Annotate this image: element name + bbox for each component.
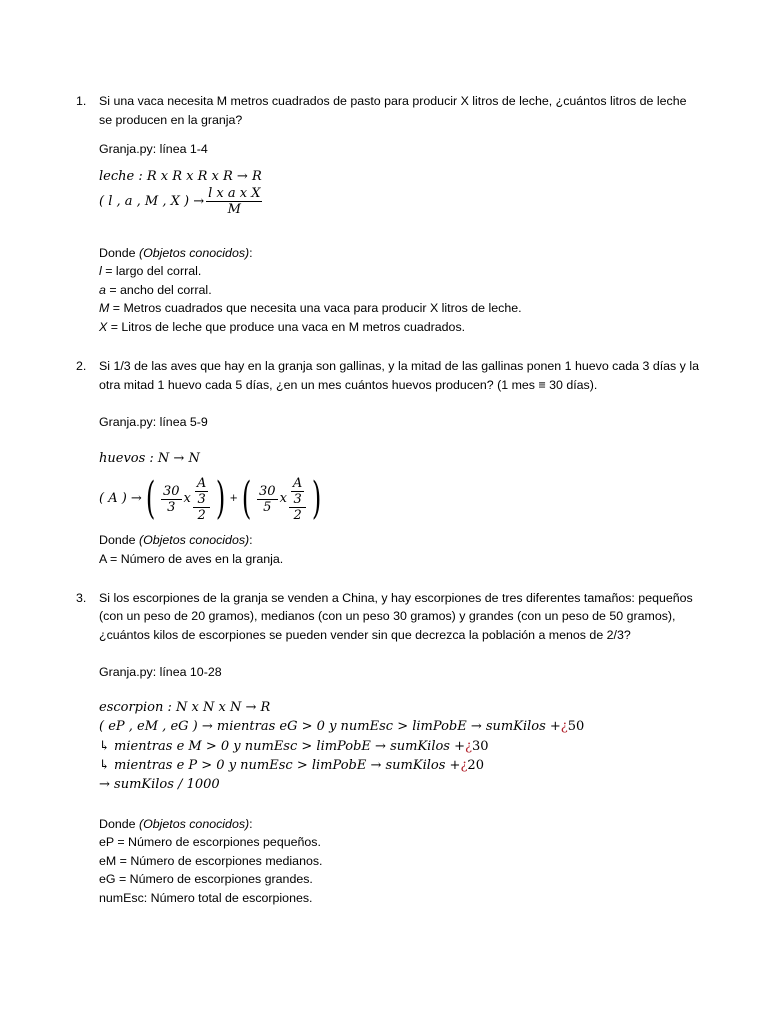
fraction-denominator: 3 xyxy=(167,499,176,515)
nested-fraction xyxy=(289,476,306,508)
colon: : xyxy=(249,817,253,831)
known-objects-label: (Objetos conocidos) xyxy=(138,246,250,260)
nested-fraction xyxy=(193,476,210,508)
left-paren: ( xyxy=(145,473,156,524)
colon: : xyxy=(249,533,253,547)
question-1-signature: leche : R x R x R x R → R xyxy=(99,169,262,184)
definition-ep: eP = Número de escorpiones pequeños. xyxy=(99,835,321,849)
fraction-30-3 xyxy=(161,484,182,515)
formula-text: ↳ mientras e M > 0 y numEsc > limPobE → sumKilos + xyxy=(99,739,465,754)
question-1-reference: Granja.py: línea 1-4 xyxy=(99,142,208,156)
definition-eg: eG = Número de escorpiones grandes. xyxy=(99,872,313,886)
question-3-reference: Granja.py: línea 10-28 xyxy=(99,665,222,679)
fraction-denominator: 2 xyxy=(293,507,302,523)
inverted-question-glyph: ¿ xyxy=(465,739,472,754)
fraction-denominator: 3 xyxy=(293,491,302,507)
fraction-numerator: 30 xyxy=(163,483,180,499)
fraction-30-5 xyxy=(257,484,278,515)
question-1-text-line-2: se producen en la granja? xyxy=(99,113,243,127)
formula-number: 20 xyxy=(467,758,484,773)
question-3-formula-line-3 xyxy=(99,757,484,775)
right-paren: ) xyxy=(312,473,322,524)
formula-text: ↳ mientras e P > 0 y numEsc > limPobE → sumKilos + xyxy=(99,758,461,773)
question-2-reference: Granja.py: línea 5-9 xyxy=(99,415,208,429)
question-3-formula-line-1 xyxy=(99,718,584,736)
question-3-donde xyxy=(99,815,253,833)
definition-numesc: numEsc: Número total de escorpiones. xyxy=(99,891,313,905)
question-1-formula-args: ( l , a , M , X ) → xyxy=(99,193,205,209)
question-1-donde xyxy=(99,244,253,262)
question-2-formula-args: ( A ) → xyxy=(99,491,142,506)
fraction-a-3-2 xyxy=(193,476,210,523)
question-3-signature: escorpion : N x N x N → R xyxy=(99,700,271,715)
donde-label: Donde xyxy=(99,246,136,260)
definition-m xyxy=(99,299,522,317)
definition-var: X xyxy=(99,320,108,334)
question-3-number: 3. xyxy=(76,591,87,605)
known-objects-label: (Objetos conocidos) xyxy=(138,533,250,547)
question-1-formula xyxy=(99,186,264,217)
question-2-donde xyxy=(99,531,253,549)
definition-text: = ancho del corral. xyxy=(105,283,212,297)
question-3-text-line-2: (con un peso de 20 gramos), medianos (con un peso 30 gramos) y grandes (con un peso de 50 gramos), xyxy=(99,609,676,623)
fraction-a-3-2 xyxy=(289,476,306,523)
formula-text: ( eP , eM , eG ) → mientras eG > 0 y numEsc > limPobE → sumKilos + xyxy=(99,719,561,734)
left-paren: ( xyxy=(241,473,252,524)
definition-l xyxy=(99,262,201,280)
question-2-text-line-2: otra mitad 1 huevo cada 5 días, ¿en un mes cuántos huevos producen? (1 mes ≡ 30 días). xyxy=(99,378,598,392)
formula-number: 50 xyxy=(567,719,585,734)
question-3-formula-line-4: → sumKilos / 1000 xyxy=(99,777,220,792)
question-2-formula xyxy=(99,468,325,530)
question-2-signature: huevos : N → N xyxy=(99,451,200,466)
times-sign: x xyxy=(183,491,191,506)
fraction-numerator: A xyxy=(292,475,303,491)
formula-number: 30 xyxy=(471,739,489,754)
question-1-text-line-1: Si una vaca necesita M metros cuadrados de pasto para producir X litros de leche, ¿cuántos litros de leche xyxy=(99,94,687,108)
fraction-numerator: 30 xyxy=(259,483,276,499)
right-paren: ) xyxy=(216,473,226,524)
definition-a xyxy=(99,281,212,299)
definition-var: l xyxy=(99,264,102,278)
known-objects-label: (Objetos conocidos) xyxy=(138,817,250,831)
inverted-question-glyph: ¿ xyxy=(560,719,568,734)
definition-text: = largo del corral. xyxy=(101,264,202,278)
definition-text: = Metros cuadrados que necesita una vaca para producir X litros de leche. xyxy=(109,301,522,315)
fraction-a-3 xyxy=(195,476,208,507)
fraction-denominator: 3 xyxy=(197,491,206,507)
definition-var: M xyxy=(99,301,110,315)
definition-x xyxy=(99,318,465,336)
fraction-denominator: 5 xyxy=(263,499,272,515)
question-1-fraction xyxy=(206,186,262,217)
definition-a-aves: A = Número de aves en la granja. xyxy=(99,552,284,566)
question-2-number: 2. xyxy=(76,359,87,373)
definition-em: eM = Número de escorpiones medianos. xyxy=(99,854,323,868)
fraction-numerator: A xyxy=(196,475,207,491)
times-sign: x xyxy=(279,491,287,506)
question-1-number: 1. xyxy=(76,94,87,108)
fraction-denominator: 2 xyxy=(197,507,206,523)
definition-var: a xyxy=(99,283,106,297)
plus-sign: + xyxy=(229,493,238,504)
question-3-formula-line-2 xyxy=(99,738,489,756)
question-3-text-line-1: Si los escorpiones de la granja se venden a China, y hay escorpiones de tres diferentes tamaños: pequeños xyxy=(99,591,693,605)
donde-label: Donde xyxy=(99,533,136,547)
question-3-text-line-3: ¿cuántos kilos de escorpiones se pueden vender sin que decrezca la población a menos de 2/3? xyxy=(99,628,631,642)
fraction-a-3 xyxy=(291,476,304,507)
inverted-question-glyph: ¿ xyxy=(460,758,468,773)
donde-label: Donde xyxy=(99,817,136,831)
question-1-fraction-numerator: l x a x X xyxy=(208,186,261,201)
question-1-fraction-denominator: M xyxy=(227,202,241,217)
question-2-text-line-1: Si 1/3 de las aves que hay en la granja son gallinas, y la mitad de las gallinas ponen 1 huevo cada 3 días y la xyxy=(99,359,699,373)
colon: : xyxy=(249,246,253,260)
definition-text: = Litros de leche que produce una vaca en M metros cuadrados. xyxy=(107,320,466,334)
